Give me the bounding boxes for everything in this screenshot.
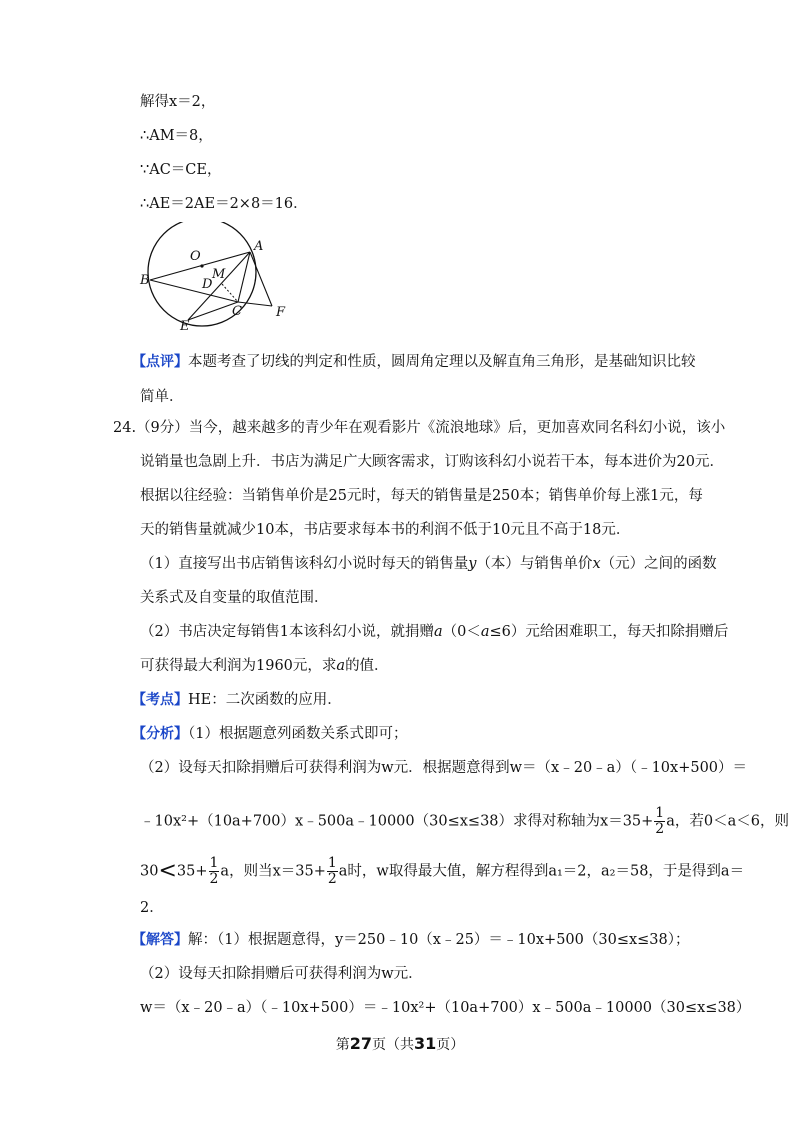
comment-text-1: 本题考查了切线的判定和性质，圆周角定理以及解直角三角形，是基础知识比较 — [188, 354, 696, 370]
solution-line-2: ∴AM＝8， — [140, 128, 213, 144]
label-C: C — [232, 304, 242, 319]
problem-line-1: 24.（9分）当今，越来越多的青少年在观看影片《流浪地球》后，更加喜欢同名科幻小说，该小 — [113, 420, 726, 436]
label-D: D — [202, 277, 213, 292]
label-A: A — [254, 239, 264, 254]
fenxi-tag: 【分析】 — [132, 726, 188, 742]
label-M: M — [212, 267, 226, 282]
fenxi-line-3: ﹣10x²+（10a+700）x﹣500a﹣10000（30≤x≤38）求得对称轴为x＝35+ $\frac{1}{2}$ a，若0＜a＜6，则 — [140, 805, 789, 837]
question-2-line-2: 可获得最大利润为1960元，求a的值． — [140, 658, 389, 674]
kaodian-tag: 【考点】 — [132, 692, 188, 708]
label-E: E — [180, 319, 190, 334]
comment-line-1 — [132, 352, 696, 372]
jieda-line-1: 【解答】解：（1）根据题意得，y＝250﹣10（x﹣25）＝﹣10x+500（30≤x≤38）； — [132, 932, 690, 948]
jieda-line-3: w＝（x﹣20﹣a）（﹣10x+500）＝﹣10x²+（10a+700）x﹣500a﹣10000（30≤x≤38） — [140, 1000, 751, 1016]
label-B: B — [140, 273, 150, 288]
jieda-line-2: （2）设每天扣除捐赠后可获得利润为w元． — [140, 966, 423, 982]
fraction-half: $\frac{1}{2}$ — [655, 805, 665, 837]
fraction-half: $\frac{1}{2}$ — [327, 855, 337, 887]
center-point — [200, 264, 203, 267]
circle-geometry-figure — [132, 222, 298, 334]
page-footer: 第27页（共31页） — [335, 1034, 465, 1053]
problem-line-4: 天的销售量就减少10本，书店要求每本书的利润不低于10元且不高于18元． — [140, 522, 631, 538]
fraction-half: $\frac{1}{2}$ — [209, 855, 219, 887]
comment-tag: 【点评】 — [132, 354, 188, 370]
question-2-line-1: （2）书店决定每销售1本该科幻小说，就捐赠a（0＜a≤6）元给困难职工，每天扣除捐赠后 — [140, 624, 729, 640]
comment-line-2: 简单． — [140, 389, 184, 405]
question-1-line-1: （1）直接写出书店销售该科幻小说时每天的销售量y（本）与销售单价x（元）之间的函数 — [140, 556, 717, 572]
label-O: O — [190, 249, 201, 264]
label-F: F — [276, 305, 286, 320]
solution-line-1: 解得x＝2， — [140, 94, 216, 110]
fenxi-line-4: 30<35+ $\frac{1}{2}$ a，则当x＝35+ $\frac{1}{2}$ a时，w取得最大值，解方程得到a₁＝2，a₂＝58，于是得到a＝ — [140, 855, 745, 887]
problem-line-2: 说销量也急剧上升．书店为满足广大顾客需求，订购该科幻小说若干本，每本进价为20元． — [140, 454, 724, 470]
problem-line-3: 根据以往经验：当销售单价是25元时，每天的销售量是250本；销售单价每上涨1元，每 — [140, 488, 703, 504]
jieda-tag: 【解答】 — [132, 932, 188, 948]
kaodian-line: 【考点】HE：二次函数的应用． — [132, 692, 342, 708]
segment-BC — [150, 280, 238, 302]
total-pages: 31 — [414, 1034, 437, 1053]
problem-number: 24. — [113, 420, 137, 436]
solution-line-4: ∴AE＝2AE＝2×8＝16． — [140, 196, 308, 212]
solution-line-3: ∵AC＝CE， — [140, 162, 222, 178]
fenxi-line-5: 2． — [140, 900, 164, 916]
fenxi-line-2: （2）设每天扣除捐赠后可获得利润为w元．根据题意得到w＝（x﹣20﹣a）（﹣10x+500）＝ — [140, 760, 748, 776]
segment-AF — [250, 252, 272, 306]
fenxi-line-1: 【分析】（1）根据题意列函数关系式即可； — [132, 726, 408, 742]
question-1-line-2: 关系式及自变量的取值范围． — [140, 590, 329, 606]
segment-CF — [238, 302, 272, 306]
current-page: 27 — [349, 1034, 372, 1053]
segment-MC-dashed — [222, 284, 238, 302]
segment-AC — [238, 252, 250, 302]
